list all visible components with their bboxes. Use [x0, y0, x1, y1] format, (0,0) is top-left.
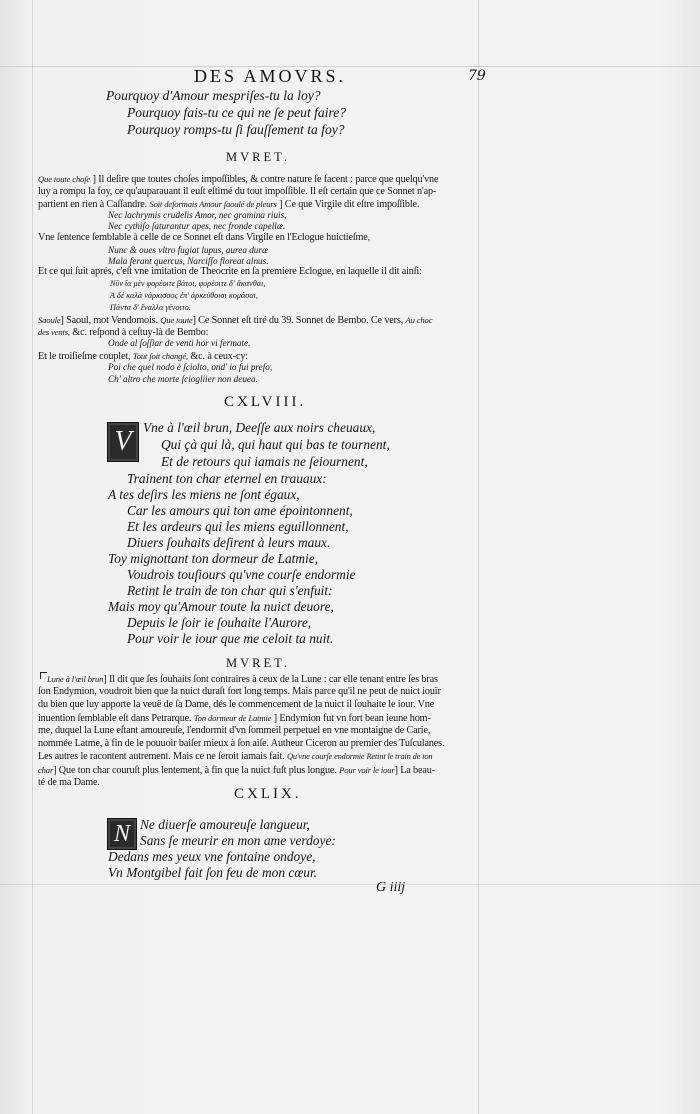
lemma: Tout ſoit changé, — [132, 351, 188, 361]
sonnet-line: Retint le train de ton char qui s'enfuit: — [127, 583, 333, 598]
lemma: des vents, — [38, 327, 70, 337]
sonnet-number: CXLVIII. — [224, 394, 307, 410]
lemma: Lune à l'œil brun — [47, 674, 104, 684]
sonnet-line: Sans ſe meurir en mon ame verdoye: — [140, 833, 336, 848]
running-header: DES AMOVRS. — [194, 66, 347, 86]
paragraph-mark — [40, 672, 47, 679]
commentary-text: &c. à ceux-cy: — [190, 351, 248, 362]
italian-quote: Poi che quel nodo è ſciolto, ond' io fui preſo, — [108, 362, 273, 372]
commentary-line: ſon Endymion, voudroit bien que la nuict duraſt fort long temps. Mais parce qu'il ne peut de nuict iouïr — [38, 686, 441, 697]
commentary-line — [38, 173, 438, 187]
lemma: Ton dormeur de Latmie — [193, 713, 272, 723]
sonnet-line: Car les amours qui ton ame épointonnent, — [127, 503, 353, 518]
commentary-text: ] Il deſire que toutes choſes impoſſibles, & contre nature ſe facent : parce que quelqu'vne — [92, 174, 439, 185]
italian-quote: Onde al ſoſſiar de venti hor vi fermate. — [108, 338, 251, 348]
commentary-text: inuention ſemblable eſt dans Petrarque. — [38, 713, 192, 724]
sonnet-line: Dedans mes yeux vne fontaine ondoye, — [108, 849, 316, 864]
lemma: Saoule — [38, 315, 61, 325]
commentary-line: té de ma Dame. — [38, 777, 100, 788]
commentary-line: Et ce qui ſuit aprés, c'eſt vne imitation de Theocrite en ſa premiere Eclogue, en laquelle il dit ainſi: — [38, 266, 422, 277]
sonnet-line: Vn Montgibel fait ſon feu de mon cœur. — [108, 865, 318, 880]
commentary-line — [38, 712, 431, 726]
lemma: Soit deſormais Amour ſaoulé de pleurs — [149, 199, 277, 209]
lemma: Pour voir le iour — [339, 765, 395, 775]
commentary-line: luy a rompu la foy, ce qu'auparauant il euſt eſtimé du tout impoſſible. Il eſt certain que ce Sonnet n'ap- — [38, 186, 437, 197]
lemma: Qu'vne courſe endormie Retint le train de ton — [286, 752, 433, 761]
commentary-text: Les autres le racontent autrement. Mais ce ne ſeroit iamais fait. — [38, 751, 285, 762]
sonnet-line: Et de retours qui iamais ne ſeiournent, — [161, 454, 368, 469]
italian-quote: Ch' altro che morte ſciogliier non deuea. — [108, 374, 258, 384]
dropcap-initial: V — [107, 422, 139, 462]
lemma: Que toute choſe — [38, 174, 91, 184]
sonnet-line: Qui çà qui là, qui haut qui bas te tournent, — [161, 437, 390, 452]
commentary-text: ] Ce que Virgile dit eſtre impoſſible. — [279, 199, 420, 210]
dropcap-initial: N — [107, 818, 137, 850]
commentary-line — [38, 764, 435, 778]
page-fold-line — [32, 0, 33, 1114]
latin-quote: Nunc & oues vltro fugiat lupus, aurea duræ — [108, 245, 269, 255]
commentary-text: ] Endymion fut vn fort bean ieune hom- — [273, 713, 431, 724]
sonnet-line: A tes deſirs les miens ne ſont égaux, — [108, 487, 300, 502]
lemma: char — [38, 765, 54, 775]
latin-quote: Nec cythiſo ſaturantur apes, nec fronde capellæ. — [108, 221, 286, 231]
commentary-text: ] Que ton char couruſt plus lentement, à fin que la nuict fuſt plus longue. — [53, 765, 337, 776]
commentary-line — [47, 673, 438, 687]
lemma: Que toute — [160, 315, 193, 325]
sonnet-line: Depuis le ſoir ie ſouhaite l'Aurore, — [127, 615, 312, 630]
commentary-text: partient en rien à Caſſandre. — [38, 199, 148, 210]
commentary-line: Vne ſentence ſemblable à celle de ce Sonnet eſt dans Virgile en l'Eclogue huictieſme, — [38, 232, 371, 243]
commentary-text: &c. reſpond à ceſtuy-là de Bembo: — [72, 327, 209, 338]
signature-mark: G iiij — [376, 880, 406, 895]
commentary-line: du bien que luy apporte la veuë de ſa Dame, dés le commencement de la nuict il ſouhaite le iour. Vne — [38, 699, 435, 710]
commentary-line: me, duquel la Lune eſtant amoureuſe, l'endormit d'vn ſommeil perpetuel en vne montaigne de Carie, — [38, 725, 431, 736]
greek-quote: Ἁ δὲ καλὰ νάρκισσος ἐπ' ἀρκεύθοισι κομάσαι, — [110, 291, 258, 300]
verse-line: Pourquoy fais-tu ce qui ne ſe peut faire? — [127, 105, 347, 120]
commentary-line: nommée Latme, à fin de le pouuoir baiſer mieux à ſon aiſe. Autheur Ciceron au premier des Tuſculanes. — [38, 738, 445, 749]
sonnet-line: Diuers ſouhaits deſirent à leurs maux. — [127, 535, 331, 550]
commentary-text: ] Il dit que ſes ſouhaits ſont contraires à ceux de la Lune : car elle tenant entre ſes bras — [103, 674, 438, 685]
sonnet-line: Voudrois touſiours qu'vne courſe endormie — [127, 567, 356, 582]
commentary-text: ] Saoul, mot Vendomois. — [60, 315, 158, 326]
sonnet-line: Et les ardeurs qui les miens eguillonnent, — [127, 519, 349, 534]
latin-quote: Nec lachrymis crudelis Amor, nec gramina riuis, — [108, 210, 287, 220]
commentary-line — [38, 751, 432, 764]
verse-line: Pourquoy d'Amour mespriſes-tu la loy? — [106, 88, 321, 103]
greek-quote: Πάντα δ' ἔναλλα γένοιτο. — [110, 303, 191, 312]
sonnet-line: Vne à l'œil brun, Deeſſe aux noirs cheuaux, — [143, 420, 376, 435]
greek-quote: Νῦν ἴα μὲν φορέοιτε βάτοι, φορέοιτε δ' ἄκανθαι, — [110, 279, 266, 288]
sonnet-line: Ne diuerſe amoureuſe langueur, — [140, 817, 310, 832]
page-number: 79 — [468, 68, 486, 84]
sonnet-line: Mais moy qu'Amour toute la nuict deuore, — [108, 599, 334, 614]
commentary-heading: MVRET. — [226, 656, 290, 670]
sonnet-line: Trainent ton char eternel en trauaux: — [127, 471, 327, 486]
sonnet-line: Toy mignottant ton dormeur de Latmie, — [108, 551, 319, 566]
latin-quote: Mala ferant quercus, Narciſſo floreat alnus. — [108, 256, 269, 266]
sonnet-line: Pour voir le iour que me celoit ta nuit. — [127, 631, 334, 646]
page-fold-line — [0, 66, 700, 67]
sonnet-number: CXLIX. — [234, 786, 302, 802]
commentary-text: ] Ce Sonnet eſt tiré du 39. Sonnet de Bembo. Ce vers, — [192, 315, 404, 326]
lemma: Au choc — [405, 315, 433, 325]
commentary-heading: MVRET. — [226, 150, 290, 164]
page-fold-line — [478, 0, 479, 1114]
commentary-text: Et le troiſieſme couplet, — [38, 351, 131, 362]
verse-line: Pourquoy romps-tu ſi fauſſement ta foy? — [127, 122, 345, 137]
page-fold-line — [0, 884, 700, 885]
commentary-text: ] La beau- — [394, 765, 435, 776]
